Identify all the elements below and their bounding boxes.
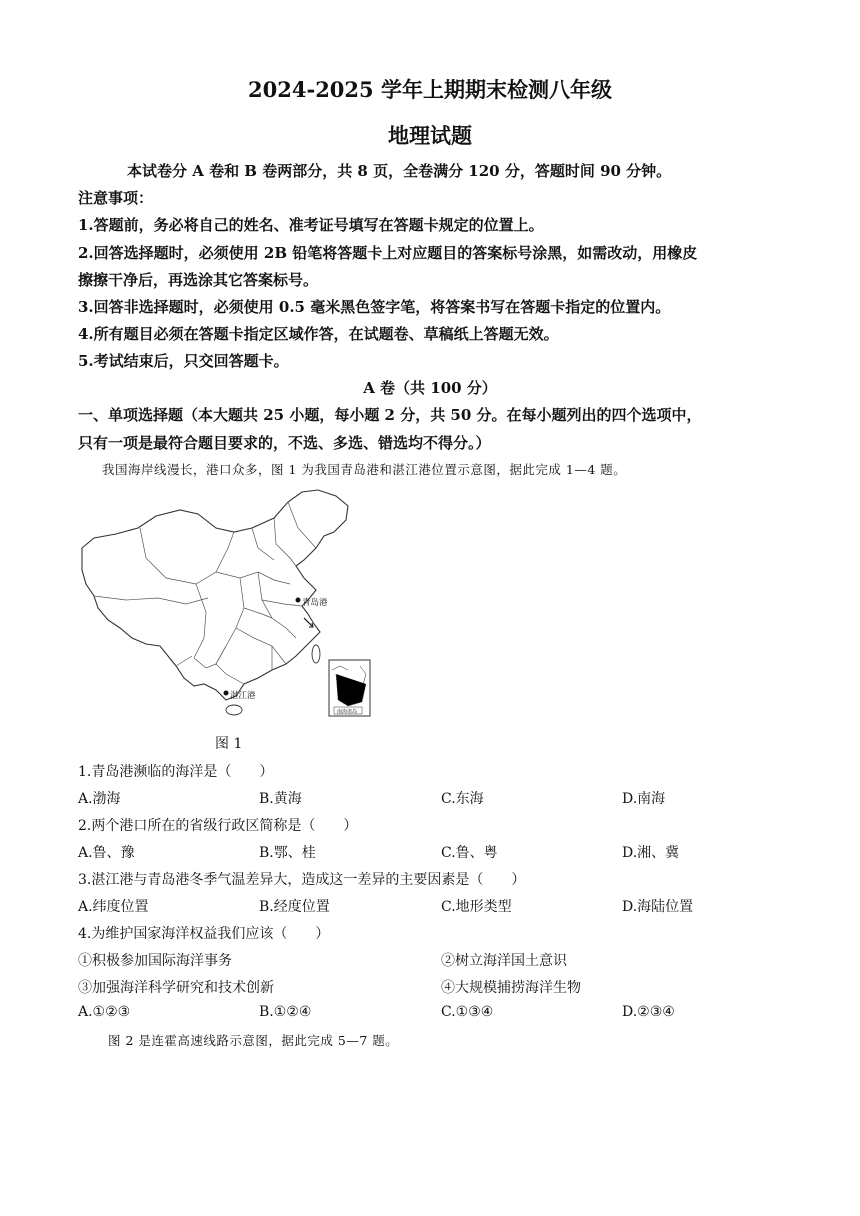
notes-heading: 注意事项： [78, 189, 154, 207]
note-item: 1.答题前，务必将自己的姓名、准考证号填写在答题卡规定的位置上。 [78, 216, 544, 234]
q1-option-b[interactable]: B.黄海 [259, 791, 302, 807]
exam-subject: 地理试题 [388, 123, 472, 148]
question-4-stem: 4.为维护国家海洋权益我们应该（ ） [78, 926, 330, 942]
section-a-title: A 卷（共 100 分） [363, 379, 497, 397]
note-item: 5.考试结束后，只交回答题卡。 [78, 352, 289, 370]
q3-option-b[interactable]: B.经度位置 [259, 899, 330, 915]
question-3-stem: 3.湛江港与青岛港冬季气温差异大，造成这一差异的主要因素是（ ） [78, 872, 526, 888]
q2-option-d[interactable]: D.湘、冀 [622, 845, 680, 861]
question-1-stem: 1.青岛港濒临的海洋是（ ） [78, 764, 274, 780]
note-item: 4.所有题目必须在答题卡指定区域作答，在试题卷、草稿纸上答题无效。 [78, 325, 559, 343]
part1-instruction-line2: 只有一项是最符合题目要求的，不选、多选、错选均不得分。） [78, 434, 491, 452]
q4-statement-1: ①积极参加国际海洋事务 [78, 953, 232, 969]
q4-statement-3: ③加强海洋科学研究和技术创新 [78, 980, 274, 996]
q3-option-d[interactable]: D.海陆位置 [622, 899, 694, 915]
note-item: 3.回答非选择题时，必须使用 0.5 毫米黑色签字笔，将答案书写在答题卡指定的位置内。 [78, 298, 671, 316]
qingdao-port-label: 青岛港 [302, 598, 328, 608]
china-map-figure [76, 488, 376, 720]
taiwan-island [312, 645, 320, 663]
q4-option-a[interactable]: A.①②③ [78, 1004, 131, 1020]
zhanjiang-port-label: 湛江港 [230, 691, 256, 701]
province-borders [94, 502, 316, 684]
part1-instruction-line1: 一、单项选择题（本大题共 25 小题，每小题 2 分，共 50 分。在每小题列出的四个选项中， [78, 406, 702, 424]
hainan-island [226, 705, 242, 715]
exam-intro: 本试卷分 A 卷和 B 卷两部分，共 8 页，全卷满分 120 分，答题时间 90 分钟。 [127, 162, 672, 180]
q4-option-d[interactable]: D.②③④ [622, 1004, 675, 1020]
note-item: 擦擦干净后，再选涂其它答案标号。 [78, 271, 319, 289]
q3-option-c[interactable]: C.地形类型 [441, 899, 512, 915]
q4-statement-4: ④大规模捕捞海洋生物 [441, 980, 581, 996]
q1-option-d[interactable]: D.南海 [622, 791, 666, 807]
qingdao-port-marker [296, 598, 301, 603]
exam-title: 2024-2025 学年上期期末检测八年级 [248, 77, 612, 102]
q3-option-a[interactable]: A.纬度位置 [78, 899, 149, 915]
q4-option-b[interactable]: B.①②④ [259, 1004, 312, 1020]
q4-option-c[interactable]: C.①③④ [441, 1004, 494, 1020]
passage-2: 图 2 是连霍高速线路示意图，据此完成 5—7 题。 [108, 1033, 399, 1048]
q1-option-a[interactable]: A.渤海 [78, 791, 121, 807]
inset-label: 南海诸岛 [337, 709, 358, 715]
china-outline [82, 490, 348, 700]
q2-option-a[interactable]: A.鲁、豫 [78, 845, 135, 861]
q1-option-c[interactable]: C.东海 [441, 791, 484, 807]
question-2-stem: 2.两个港口所在的省级行政区简称是（ ） [78, 818, 358, 834]
passage-1: 我国海岸线漫长，港口众多，图 1 为我国青岛港和湛江港位置示意图，据此完成 1—4 题。 [102, 462, 627, 477]
q2-option-b[interactable]: B.鄂、桂 [259, 845, 316, 861]
figure-1-caption: 图 1 [215, 736, 243, 752]
q4-statement-2: ②树立海洋国土意识 [441, 953, 567, 969]
zhanjiang-port-marker [224, 691, 229, 696]
note-item: 2.回答选择题时，必须使用 2B 铅笔将答题卡上对应题目的答案标号涂黑，如需改动，用橡皮 [78, 244, 698, 262]
q2-option-c[interactable]: C.鲁、粤 [441, 845, 498, 861]
